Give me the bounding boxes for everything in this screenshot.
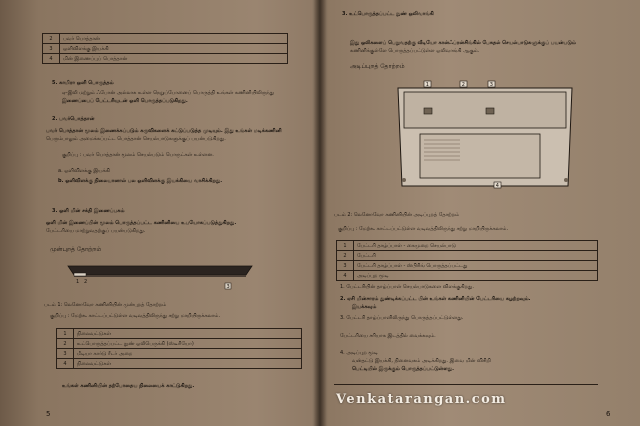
diagram-marker-label: 1 xyxy=(425,82,429,88)
table-cell-num: 3 xyxy=(43,44,60,54)
list-item-continuation: பெட்டியில் இருக்கும் பொருத்தப்பட்டுள்ளது. xyxy=(352,366,454,372)
paragraph-line: ஏ-இலி மற்றும் ஃபோன் அல்லாக உள்ள நெறுப்போனைப் பொருத்தி உங்கள் கணினியிலிருந்து xyxy=(62,90,274,96)
table-row xyxy=(337,271,598,281)
fig-marker-label: 3 xyxy=(226,284,230,290)
table-cell-num: 1 xyxy=(337,241,354,251)
section-heading: 5. காமிரா ஒளி பொருத்தம் xyxy=(52,80,114,86)
fig-marker-label: 2 xyxy=(84,279,88,285)
page-number: 5 xyxy=(46,410,51,418)
table-row xyxy=(337,261,598,271)
table-cell-text: அடிப்புற மூடி xyxy=(354,271,598,281)
paragraph-line: ஒளி மின் இணைப்பின் மூலம் பொருத்தப்பட்ட கணினியை உபயோகப்படுத்துகிறது. xyxy=(46,220,237,226)
table-row xyxy=(57,359,302,369)
table-cell-num: 4 xyxy=(43,54,60,64)
figure-label: அடிப்புறத் தோற்றம் xyxy=(350,63,405,70)
paragraph-line: பேட்டரியை மாற்றுவதற்குப் பயன்படுகிறது. xyxy=(46,228,146,234)
table-row xyxy=(57,349,302,359)
table-cell-num: 2 xyxy=(57,339,74,349)
fig-marker-label: 1 xyxy=(76,279,80,285)
battery-latch xyxy=(486,108,494,114)
left-bottom-table xyxy=(56,328,302,369)
diagram-marker-label: 3 xyxy=(489,82,493,88)
laptop-front-illustration xyxy=(60,262,260,292)
list-item: 3. பேட்டரி தாழ்ப்பாளிலிருந்து பொருத்தப்பட்டுள்ளது. xyxy=(340,315,464,321)
foot-pad xyxy=(402,178,406,182)
table-cell-num: 3 xyxy=(57,349,74,359)
diagram-marker-label: 4 xyxy=(495,183,499,189)
table-cell-text: மின் இணைப்புப் பொத்தான் xyxy=(60,54,288,64)
table-cell-num: 2 xyxy=(43,34,60,44)
right-parts-table xyxy=(336,240,598,281)
figure-note: குறிப்பு : மேற்கூ காட்டப்பட்டுள்ள வடிவத்திலிருந்து சற்று மாறியிருக்கலாம். xyxy=(50,313,221,319)
table-cell-text: நிலைவட்டுகள் xyxy=(74,359,302,369)
list-item: 4. அடிப்புற மூடி xyxy=(340,350,378,356)
section-heading: 2. பவர்பொத்தான் xyxy=(52,116,95,122)
table-cell-text: உட்பொருத்தப்பட்ட நுண் ஒலிபெருக்கி (ஸ்டீரியோ) xyxy=(74,339,302,349)
table-row xyxy=(43,44,288,54)
foot-pad xyxy=(564,178,568,182)
table-row xyxy=(57,339,302,349)
paragraph-line: பெரும்பாலும் அமைக்கப்பட்ட பொத்தான் செயல்பாடுகளுக்குப் பயன்படுகிறது. xyxy=(46,136,226,142)
list-item-continuation: இயக்கவும் xyxy=(352,304,377,310)
list-item: 1. பேட்டரியின் தாழ்ப்பாள் செயல்பாடுகளை விளக்குகிறது. xyxy=(340,284,474,290)
note-line: பேட்டரியை சரியாக இடத்தில் வைக்கவும். xyxy=(340,333,436,339)
table-cell-num: 3 xyxy=(337,261,354,271)
paragraph-line: உங்கள் கணினியின் தற்போதைய நிலையைக் காட்டுகிறது. xyxy=(62,383,195,389)
table-cell-text: ஒளிவிளக்கு இயக்கி xyxy=(60,44,288,54)
table-row xyxy=(43,54,288,64)
table-row xyxy=(43,34,288,44)
left-page xyxy=(0,0,318,426)
figure-caption: படம் 1: லெனோவோ கணினியின் முன்புறத் தோற்றம் xyxy=(44,302,167,308)
section-heading: 3. ஒளி மின் சக்தி இணைப்பகம் xyxy=(52,208,125,214)
list-item: 3. உட்பொருத்தப்பட்ட நுண் ஒலிவாங்கி xyxy=(342,11,434,17)
list-item: 2. ஏசி மின்சாரம் துண்டிக்கப்பட்ட பின் உங்கள் கணினியின் பேட்டரியை கழற்றவும். xyxy=(340,296,531,302)
table-cell-num: 1 xyxy=(57,329,74,339)
divider xyxy=(334,384,598,385)
table-cell-text: பேட்டரி xyxy=(354,251,598,261)
paragraph-line: இணைப்பைப் பேட்டரியுடன் ஒளி பொருத்தப்படுகிறது. xyxy=(62,98,188,104)
page-number: 6 xyxy=(606,410,611,418)
table-cell-text: பேட்டரி தாழ்ப்பாள் - கைமுறை செயல்பாடு xyxy=(354,241,598,251)
note-line: குறிப்பு : பவர் பொத்தான் மூலம் செயல்படும் பொருட்கள் உள்ளன. xyxy=(62,152,214,158)
watermark-text: Venkatarangan.com xyxy=(336,392,507,407)
figure-caption: படம் 2: லெனோவோ கணினியின் அடிப்புறத் தோற்றம் xyxy=(334,212,460,218)
figure-note: குறிப்பு : மேற்கூ காட்டப்பட்டுள்ள வடிவத்திலிருந்து சற்று மாறியிருக்கலாம். xyxy=(338,226,509,232)
right-page xyxy=(322,0,640,426)
list-item: b. ஒளிவிளக்கு நிலையானால் பல ஒளிவிளக்கு இயக்கியை வாசிக்கிறது. xyxy=(58,178,223,184)
table-cell-num: 2 xyxy=(337,251,354,261)
table-cell-text: பேட்டரி தாழ்ப்பாள் - ஸ்பிரிங் பொருத்தப்பட்டது xyxy=(354,261,598,271)
battery-latch xyxy=(424,108,432,114)
paragraph-line: கணினிக்குள்ளே பொருத்தப்பட்டுள்ள ஒலிவாங்கி ஆகும். xyxy=(350,48,480,54)
list-item-continuation: வன்தட்டு இயக்கி, நினைவகம் அடிக்கிறது. இவை மின் விசிறி xyxy=(352,358,491,364)
list-item: a. ஒளிவிளக்கு இயக்கி xyxy=(58,168,110,174)
table-row xyxy=(337,251,598,261)
table-cell-num: 4 xyxy=(57,359,74,369)
diagram-marker-label: 2 xyxy=(461,82,465,88)
laptop-bottom-diagram xyxy=(390,78,580,196)
paragraph-line: இது ஒலிகளைப் பெறுவதற்கு வீடியோ கான்ஃப்ரன்சிங்கில் பேசுதல் செயல்பாடுகளுக்குப் பயன்படும் xyxy=(350,40,576,46)
paragraph-line: பவர் பொத்தான் மூலம் இணைக்கப்படும் கருவிகளைக் கட்டுப்படுத்த முடியும். இது உங்கள் மடிக்கணினி xyxy=(46,128,282,134)
table-cell-text: நிலைவட்டுகள் xyxy=(74,329,302,339)
figure-label: முன்புறத் தோற்றம் xyxy=(50,246,102,253)
table-row xyxy=(337,241,598,251)
table-cell-text: மீடியா கார்டு ரீடர் அறை xyxy=(74,349,302,359)
table-cell-num: 4 xyxy=(337,271,354,281)
table-cell-text: பவர் பொத்தான் xyxy=(60,34,288,44)
fig-marker-box xyxy=(74,273,86,276)
table-row xyxy=(57,329,302,339)
left-top-table xyxy=(42,33,288,64)
